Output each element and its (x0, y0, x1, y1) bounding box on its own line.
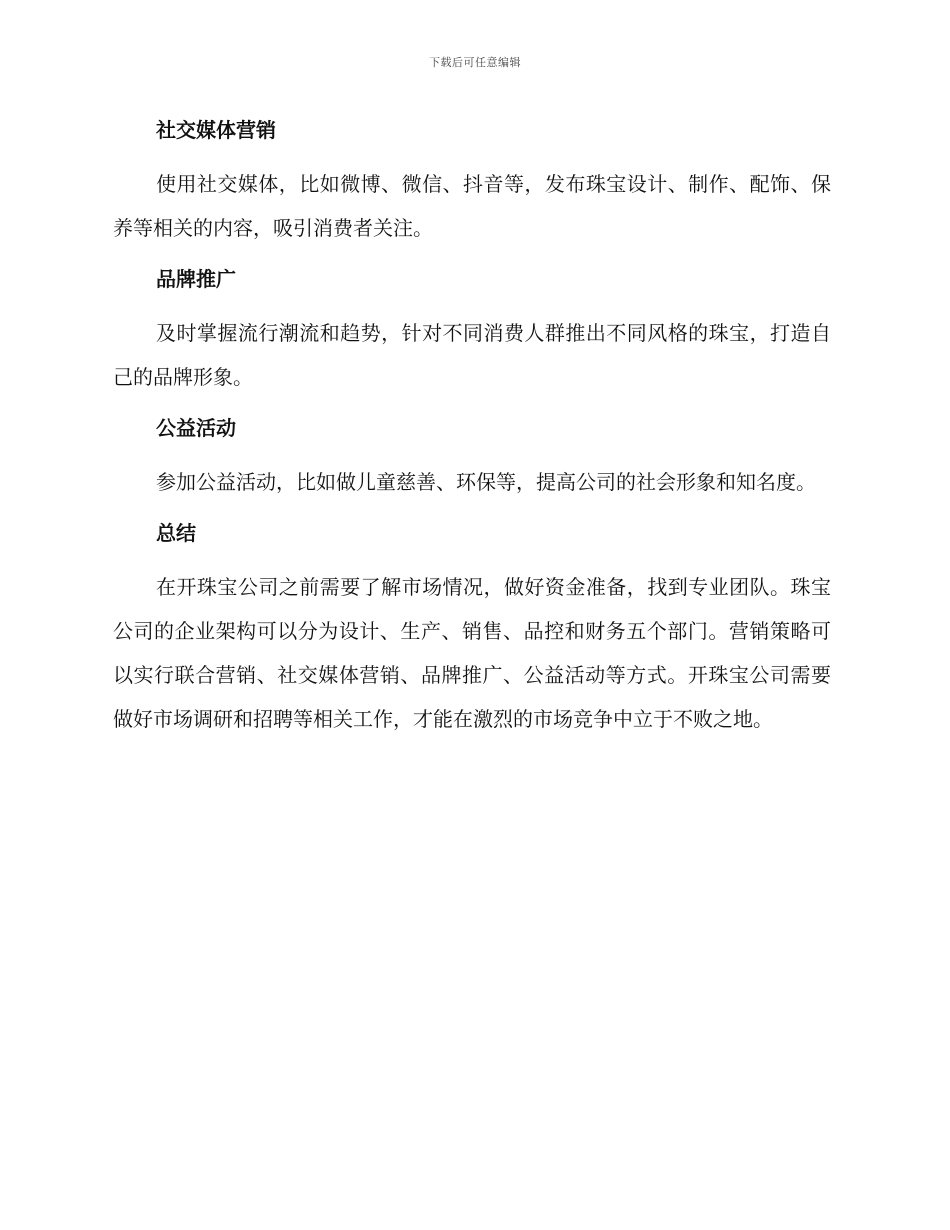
section-title-summary: 总结 (156, 521, 196, 545)
section-paragraph-summary: 在开珠宝公司之前需要了解市场情况，做好资金准备，找到专业团队。珠宝公司的企业架构可以分为设计、生产、销售、品控和财务五个部门。营销策略可以实行联合营销、社交媒体营销、品牌推广、公益活动等方式。开珠宝公司需要做好市场调研和招聘等相关工作，才能在激烈的市场竞争中立于不败之地。 (113, 575, 831, 731)
document-body (113, 110, 831, 741)
section-paragraph-charity: 参加公益活动，比如做儿童慈善、环保等，提高公司的社会形象和知名度。 (156, 470, 816, 494)
section-title-social-media: 社交媒体营销 (156, 118, 276, 142)
section-title-brand-promotion: 品牌推广 (156, 267, 236, 291)
header-note: 下载后可任意编辑 (429, 56, 521, 69)
section-paragraph-brand-promotion: 及时掌握流行潮流和趋势，针对不同消费人群推出不同风格的珠宝，打造自己的品牌形象。 (113, 321, 831, 389)
section-paragraph-social-media: 使用社交媒体，比如微博、微信、抖音等，发布珠宝设计、制作、配饰、保养等相关的内容，吸引消费者关注。 (113, 172, 831, 240)
section-title-charity: 公益活动 (156, 416, 236, 440)
